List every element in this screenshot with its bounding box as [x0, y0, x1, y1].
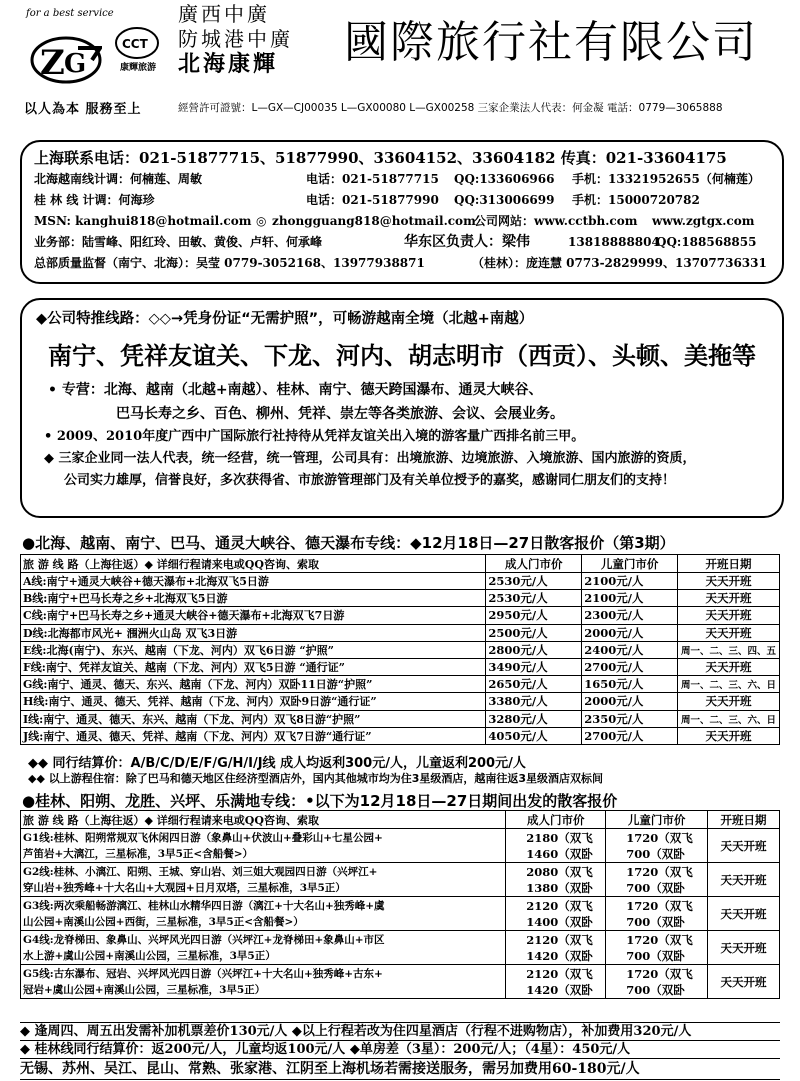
section1-rebate: ◆◆ 同行结算价：A/B/C/D/E/F/G/H/I/J线 成人均返利300元/人，儿童返利200元/人: [28, 756, 526, 771]
schedule: 天天开班: [678, 727, 780, 744]
website-2[interactable]: www.zgtgx.com: [652, 214, 755, 228]
promo-specialty-1: • 专营：北海、越南（北越+南越）、桂林、南宁、德天跨国瀑布、通灵大峡谷、: [48, 382, 543, 398]
route-row: [21, 590, 780, 607]
business-dept: 业务部：陆雪峰、阳红玲、田敏、黄俊、卢轩、何承峰: [34, 235, 323, 249]
quality-right: （桂林）：庞连慧 0773-2829999、13707736331: [472, 256, 767, 270]
svg-text:CCT: CCT: [122, 37, 148, 51]
section1-hotel-note: ◆◆ 以上游程住宿：除了巴马和德天地区住经济型酒店外，国内其他城市均为住3星级酒店，越南往返3星级酒店双标间: [28, 772, 604, 785]
route-row: [21, 693, 780, 710]
adult-price: 2530元/人: [486, 573, 582, 590]
vn-planner: 北海越南线计调：何楠莲、周敏: [34, 172, 203, 186]
website-1[interactable]: 公司网站：www.cctbh.com: [474, 214, 638, 228]
section2-extra-3: 无锡、苏州、吴江、昆山、常熟、张家港、江阴至上海机场若需接送服务，需另加费用60-180元/人: [20, 1058, 780, 1080]
child-price-line: 700（双卧: [626, 914, 685, 929]
child-price: 2000元/人: [582, 693, 678, 710]
route-row: [21, 641, 780, 658]
child-price: 2100元/人: [582, 573, 678, 590]
promo-desc-2: 公司实力雄厚，信誉良好，多次获得省、市旅游管理部门及有关单位授予的嘉奖，感谢同仁朋友们的支持！: [64, 473, 676, 488]
section2-table: [20, 810, 780, 999]
schedule: [708, 931, 780, 965]
adult-price: 3280元/人: [486, 710, 582, 727]
col-header: 开班日期: [708, 811, 780, 829]
route-name: [21, 965, 506, 999]
route-name: [21, 931, 506, 965]
col-header: 儿童门市价: [582, 555, 678, 573]
adult-price-line: 2180（双飞: [526, 830, 593, 845]
schedule: 天天开班: [678, 590, 780, 607]
child-price-line: 700（双卧: [626, 948, 685, 963]
promo-award: • 2009、2010年度广西中广国际旅行社持待从凭祥友谊关出入境的游客量广西排名前三甲。: [44, 429, 585, 444]
mail-icon: ◎: [256, 214, 267, 228]
route-name: I线:南宁、通灵、德天、东兴、越南（下龙、河内）双飞8日游“护照”: [21, 710, 486, 727]
route-name-line: G3线:两次乘船畅游漓江、桂林山水精华四日游（漓江+十大名山+独秀峰+虞: [23, 899, 385, 912]
route-name: D线:北海都市风光+ 涠洲火山岛 双飞3日游: [21, 624, 486, 641]
route-name-line: 山公园+南溪山公园+西街，三星标准，3早5正<含船餐>）: [23, 915, 304, 928]
quality-left: 总部质量监督（南宁、北海）：吴莹 0779-3052168、13977938871: [34, 256, 425, 270]
route-name: B线:南宁+巴马长寿之乡+北海双飞5日游: [21, 590, 486, 607]
route-name-line: 穿山岩+独秀峰+十大名山+大观园+日月双塔，三星标准，3早5正）: [23, 881, 346, 894]
adult-price: [506, 897, 606, 931]
schedule-line: 天天开班: [720, 872, 767, 887]
schedule: [708, 829, 780, 863]
east-mobile: 13818888804: [568, 235, 660, 249]
schedule: 天天开班: [678, 658, 780, 675]
route-name: [21, 829, 506, 863]
child-price-line: 700（双卧: [626, 846, 685, 861]
schedule: 周一、二、三、四、五: [678, 641, 780, 658]
route-name: [21, 863, 506, 897]
adult-price: 2500元/人: [486, 624, 582, 641]
child-price: 1650元/人: [582, 676, 678, 693]
route-row: [21, 897, 780, 931]
child-price: 2700元/人: [582, 727, 678, 744]
schedule: 天天开班: [678, 573, 780, 590]
col-header: 成人门市价: [486, 555, 582, 573]
schedule: 天天开班: [678, 607, 780, 624]
adult-price-line: 2120（双飞: [526, 932, 593, 947]
schedule: 周一、二、三、六、日: [678, 710, 780, 727]
adult-price: 2530元/人: [486, 590, 582, 607]
route-name: G线:南宁、通灵、德天、东兴、越南（下龙、河内）双卧11日游“护照”: [21, 676, 486, 693]
adult-price-line: 2120（双飞: [526, 966, 593, 981]
adult-price: [506, 931, 606, 965]
adult-price: 2950元/人: [486, 607, 582, 624]
company-name: 國際旅行社有限公司: [344, 17, 758, 68]
route-row: [21, 658, 780, 675]
east-head: 华东区负责人：梁伟: [404, 234, 530, 250]
route-row: [21, 863, 780, 897]
east-qq: QQ:188568855: [656, 235, 757, 249]
cct-logo-icon: [114, 26, 160, 60]
adult-price: 3380元/人: [486, 693, 582, 710]
child-price-line: 1720（双飞: [626, 864, 693, 879]
gl-phone: 电话：021-51877990: [306, 193, 439, 207]
msn: MSN: kanghui818@hotmail.com: [34, 214, 252, 228]
schedule-line: 天天开班: [720, 838, 767, 853]
route-name: A线:南宁+通灵大峡谷+德天瀑布+北海双飞5日游: [21, 573, 486, 590]
shanghai-contact: 上海联系电话：021-51877715、51877990、33604152、33604182 传真：021-33604175: [34, 149, 727, 167]
route-name-line: 芦笛岩+大漓江，三星标准，3早5正<含船餐>）: [23, 847, 254, 860]
schedule-line: 天天开班: [720, 974, 767, 989]
adult-price: [506, 863, 606, 897]
adult-price: 2650元/人: [486, 676, 582, 693]
route-row: [21, 676, 780, 693]
route-row: [21, 710, 780, 727]
gl-mobile: 手机：15000720782: [572, 193, 700, 207]
section1-table: [20, 554, 780, 745]
license-line: 經營許可證號：L—GX—CJ00035 L—GX00080 L—GX00258 三家企業法人代表：何金凝 電話：0779—3065888: [178, 102, 723, 114]
section2-extra-1: ◆ 逢周四、周五出发需补加机票差价130元/人 ◆以上行程若改为住四星酒店（行程不进购物店），补加费用320元/人: [20, 1022, 780, 1041]
child-price-line: 700（双卧: [626, 982, 685, 997]
schedule-line: 天天开班: [720, 906, 767, 921]
route-name-line: G4线:龙脊梯田、象鼻山、兴坪风光四日游（兴坪江+龙脊梯田+象鼻山+市区: [23, 933, 385, 946]
schedule: 周一、二、三、六、日: [678, 676, 780, 693]
child-price: 2350元/人: [582, 710, 678, 727]
schedule: 天天开班: [678, 624, 780, 641]
schedule: [708, 965, 780, 999]
route-name: C线:南宁+巴马长寿之乡+通灵大峡谷+德天瀑布+北海双飞7日游: [21, 607, 486, 624]
route-name-line: G2线:桂林、小漓江、阳朔、王城、穿山岩、刘三姐大观园四日游（兴坪江+: [23, 865, 378, 878]
schedule: 天天开班: [678, 693, 780, 710]
adult-price-line: 1380（双卧: [526, 880, 593, 895]
adult-price: [506, 965, 606, 999]
child-price: 2300元/人: [582, 607, 678, 624]
zgt-logo-icon: [30, 30, 102, 86]
child-price-line: 1720（双飞: [626, 966, 693, 981]
child-price: 2400元/人: [582, 641, 678, 658]
adult-price-line: 1400（双卧: [526, 914, 593, 929]
route-row: [21, 829, 780, 863]
promo-desc-1: ◆ 三家企业同一法人代表，统一经营，统一管理，公司具有：出境旅游、边境旅游、入境旅游、国内旅游的资质，: [44, 451, 696, 466]
gl-qq: QQ:313006699: [454, 193, 555, 207]
route-row: [21, 573, 780, 590]
route-name: J线:南宁、通灵、德天、凭祥、越南（下龙、河内）双飞7日游“通行证”: [21, 727, 486, 744]
child-price: 2000元/人: [582, 624, 678, 641]
route-name: [21, 897, 506, 931]
child-price: [606, 965, 708, 999]
company-line: 廣西中廣: [178, 2, 270, 26]
child-price-line: 700（双卧: [626, 880, 685, 895]
vn-phone: 电话：021-51877715: [306, 172, 439, 186]
schedule: [708, 897, 780, 931]
col-header: 开班日期: [678, 555, 780, 573]
company-line: 防城港中廣: [178, 27, 293, 51]
route-row: [21, 965, 780, 999]
child-price-line: 1720（双飞: [626, 898, 693, 913]
route-name-line: 水上游+虞山公园+南溪山公园，三星标准，3早5正）: [23, 949, 276, 962]
route-name-line: G5线:古东瀑布、冠岩、兴坪风光四日游（兴坪江+十大名山+独秀峰+古东+: [23, 967, 383, 980]
section1-title: ●北海、越南、南宁、巴马、通灵大峡谷、德天瀑布专线：◆12月18日—27日散客报价（第3期）: [22, 534, 675, 552]
svg-text:Z: Z: [40, 43, 65, 83]
logo-kanghui: 康輝旅游: [120, 63, 157, 73]
schedule-line: 天天开班: [720, 940, 767, 955]
child-price-line: 1720（双飞: [626, 830, 693, 845]
section2-title: ●桂林、阳朔、龙胜、兴坪、乐满地专线：•以下为12月18日—27日期间出发的散客报价: [22, 792, 618, 810]
route-name: E线:北海(南宁)、东兴、越南（下龙、河内）双飞6日游 “护照”: [21, 641, 486, 658]
section2-extra-2: ◆ 桂林线同行结算价：返200元/人，儿童均返100元/人 ◆单房差（3星）：200元/人；（4星）：450元/人: [20, 1040, 780, 1059]
route-row: [21, 624, 780, 641]
child-price: 2100元/人: [582, 590, 678, 607]
route-row: [21, 931, 780, 965]
promo-box: [20, 298, 784, 518]
route-name: H线:南宁、通灵、德天、凭祥、越南（下龙、河内）双卧9日游“通行证”: [21, 693, 486, 710]
route-row: [21, 607, 780, 624]
route-name-line: G1线:桂林、阳朔常规双飞休闲四日游（象鼻山+伏波山+叠彩山+七星公园+: [23, 831, 383, 844]
email: zhongguang818@hotmail.com: [272, 214, 476, 228]
adult-price-line: 2120（双飞: [526, 898, 593, 913]
child-price-line: 1720（双飞: [626, 932, 693, 947]
child-price: [606, 863, 708, 897]
adult-price-line: 2080（双飞: [526, 864, 593, 879]
header: [0, 0, 800, 128]
adult-price-line: 1460（双卧: [526, 846, 593, 861]
adult-price-line: 1420（双卧: [526, 948, 593, 963]
company-logo: [16, 8, 166, 120]
adult-price: 2800元/人: [486, 641, 582, 658]
route-name: F线:南宁、凭祥友谊关、越南（下龙、河内）双飞5日游 “通行证”: [21, 658, 486, 675]
promo-cities: 南宁、凭祥友谊关、下龙、河内、胡志明市（西贡）、头顿、美拖等: [48, 341, 756, 370]
svg-text:G: G: [64, 49, 87, 79]
adult-price: 3490元/人: [486, 658, 582, 675]
child-price: [606, 897, 708, 931]
child-price: [606, 931, 708, 965]
vn-mobile: 手机：13321952655（何楠莲）: [572, 172, 760, 186]
logo-slogan: 以人為本 服務至上: [24, 102, 142, 117]
col-header: 儿童门市价: [606, 811, 708, 829]
route-row: [21, 727, 780, 744]
adult-price-line: 1420（双卧: [526, 982, 593, 997]
child-price: [606, 829, 708, 863]
schedule: [708, 863, 780, 897]
company-lines: [178, 2, 338, 77]
child-price: 2700元/人: [582, 658, 678, 675]
adult-price: 4050元/人: [486, 727, 582, 744]
col-header: 成人门市价: [506, 811, 606, 829]
route-name-line: 冠岩+虞山公园+南溪山公园，三星标准，3早5正）: [23, 983, 266, 996]
logo-tagline: for a best service: [26, 8, 114, 19]
vn-qq: QQ:133606966: [454, 172, 555, 186]
company-line: 北海康輝: [178, 52, 279, 77]
promo-headline: ◆公司特推线路：◇◇→凭身份证“无需护照”，可畅游越南全境（北越+南越）: [36, 311, 534, 327]
contact-box: [20, 140, 784, 284]
promo-specialty-2: 巴马长寿之乡、百色、柳州、凭祥、崇左等各类旅游、会议、会展业务。: [116, 406, 564, 422]
gl-planner: 桂 林 线 计调：何海珍: [34, 193, 155, 207]
adult-price: [506, 829, 606, 863]
col-header: 旅 游 线 路（上海往返）◆ 详细行程请来电或QQ咨询、索取: [21, 555, 486, 573]
col-header: 旅 游 线 路（上海往返）◆ 详细行程请来电或QQ咨询、索取: [21, 811, 506, 829]
